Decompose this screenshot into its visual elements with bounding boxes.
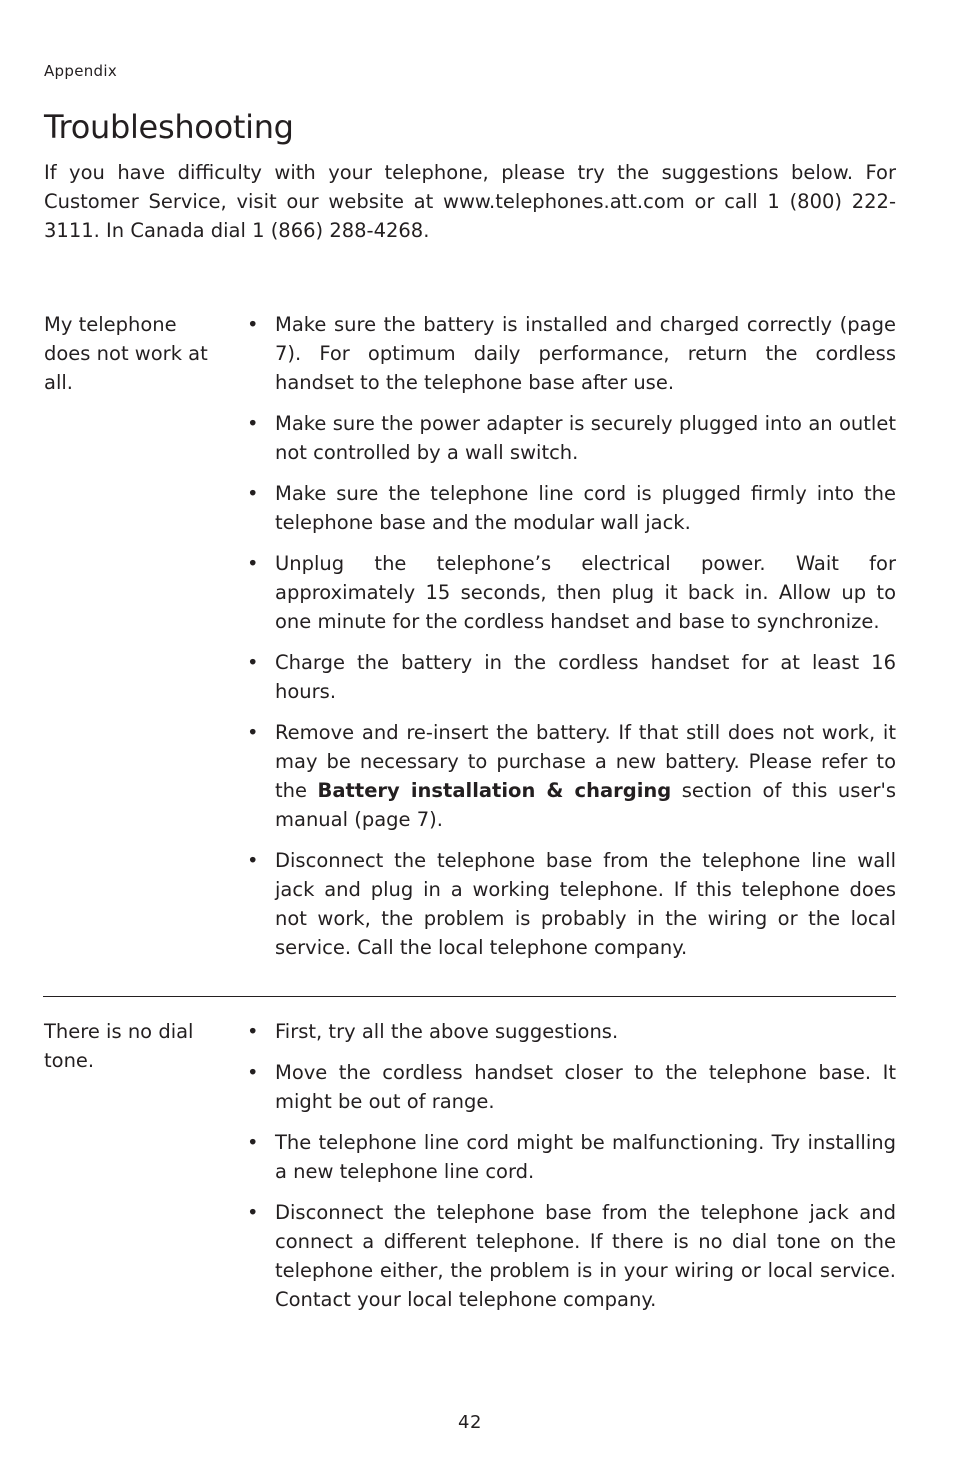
bullet-icon: • [247,1201,259,1224]
solution-item [244,718,896,834]
solution-item [244,1017,896,1046]
solution-item [244,310,896,397]
solution-item [244,648,896,706]
solution-item [244,846,896,962]
bullet-icon: • [247,1061,259,1084]
solution-text-after: section of this user's manual (page 7). [275,779,896,831]
bullet-icon: • [247,1020,259,1043]
solution-text-before: Remove and re-insert the battery. If that still does not work, it may be necessary to purchase a new battery. Please refer to the [275,721,896,802]
solution-list [244,1017,896,1326]
bullet-icon: • [247,552,259,575]
solution-text: Make sure the telephone line cord is plugged firmly into the telephone base and the modular wall jack. [275,482,896,534]
solution-text [275,721,896,831]
section-label: Appendix [44,62,118,80]
bullet-icon: • [247,313,259,336]
page-number: 42 [458,1412,482,1433]
problem-title: My telephone does not work at all. [44,313,208,394]
solution-item [244,409,896,467]
solution-text: Move the cordless handset closer to the telephone base. It might be out of range. [275,1061,896,1113]
bullet-icon: • [247,482,259,505]
bullet-icon: • [247,651,259,674]
section-divider [43,996,896,997]
section-reference: Battery installation & charging [317,779,672,802]
solution-text: Charge the battery in the cordless handset for at least 16 hours. [275,651,896,703]
solution-text: Unplug the telephone’s electrical power. Wait for approximately 15 seconds, then plug it back in. Allow up to one minute for the cordless handset and base to synchronize. [275,552,896,633]
solution-text: Disconnect the telephone base from the telephone jack and connect a different telephone. If there is no dial tone on the telephone either, the problem is in your wiring or local service. Contact your local telephone company. [275,1201,896,1311]
solution-text: First, try all the above suggestions. [275,1020,619,1043]
solution-list [244,310,896,974]
solution-item [244,549,896,636]
bullet-icon: • [247,1131,259,1154]
solution-item [244,479,896,537]
bullet-icon: • [247,849,259,872]
intro-paragraph: If you have difficulty with your telephone, please try the suggestions below. For Customer Service, visit our website at www.telephones.att.com or call 1 (800) 222-3111. In Canada dial 1 (866) 288-4268. [44,161,896,242]
solution-text: Make sure the power adapter is securely plugged into an outlet not controlled by a wall switch. [275,412,896,464]
bullet-icon: • [247,412,259,435]
solution-item [244,1128,896,1186]
bullet-icon: • [247,721,259,744]
solution-text: Disconnect the telephone base from the telephone line wall jack and plug in a working telephone. If this telephone does not work, the problem is probably in the wiring or the local service. Call the local telephone company. [275,849,896,959]
solution-text: The telephone line cord might be malfunctioning. Try installing a new telephone line cord. [275,1131,896,1183]
page-title: Troubleshooting [44,108,294,146]
solution-item [244,1058,896,1116]
problem-title: There is no dial tone. [44,1020,194,1072]
solution-text: Make sure the battery is installed and charged correctly (page 7). For optimum daily performance, return the cordless handset to the telephone base after use. [275,313,896,394]
solution-item [244,1198,896,1314]
